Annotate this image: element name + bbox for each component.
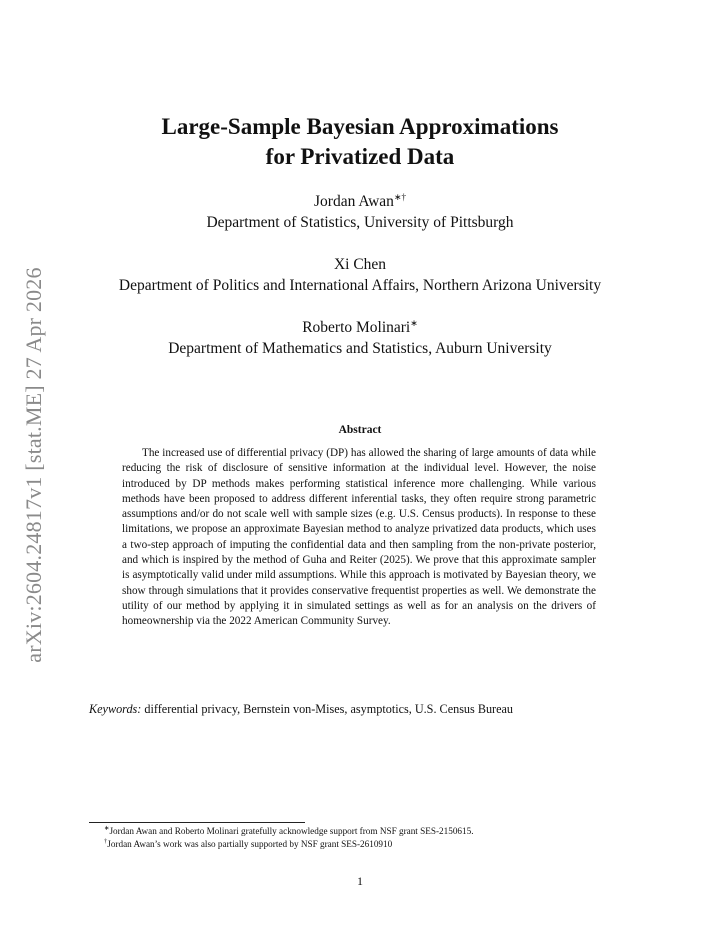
footnotes	[104, 825, 474, 850]
author-block-3	[0, 317, 720, 359]
footnote-text: Jordan Awan and Roberto Molinari gratefully acknowledge support from NSF grant SES-2150615.	[109, 826, 474, 836]
title-line-1: Large-Sample Bayesian Approximations	[161, 114, 559, 139]
footnote-mark: †	[104, 837, 108, 845]
author-block-2	[0, 254, 720, 296]
arxiv-identifier[interactable]: arXiv:2604.24817v1 [stat.ME] 27 Apr 2026	[21, 267, 46, 663]
author-affiliation: Department of Politics and International Affairs, Northern Arizona University	[118, 277, 602, 294]
author-block-1	[0, 191, 720, 233]
footnote-1	[104, 825, 474, 838]
paper-title	[0, 112, 720, 172]
author-name: Jordan Awan	[314, 193, 394, 210]
author-affiliation: Department of Statistics, University of Pittsburgh	[206, 214, 514, 231]
footnote-mark: ∗	[104, 825, 110, 832]
keywords-label: Keywords:	[89, 702, 142, 716]
author-name: Roberto Molinari	[302, 319, 411, 336]
title-line-2: for Privatized Data	[265, 144, 455, 169]
author-name: Xi Chen	[333, 256, 387, 273]
keywords-line	[89, 702, 649, 717]
page-number: 1	[357, 874, 363, 888]
footnote-text: Jordan Awan’s work was also partially supported by NSF grant SES-2610910	[107, 838, 393, 849]
footnote-2	[104, 838, 474, 851]
footnote-divider	[89, 822, 305, 823]
author-footnote-marks: ∗†	[393, 192, 406, 202]
abstract-heading: Abstract	[338, 424, 382, 436]
keywords-text: differential privacy, Bernstein von-Mises, asymptotics, U.S. Census Bureau	[144, 702, 514, 716]
author-affiliation: Department of Mathematics and Statistics, Auburn University	[168, 340, 552, 357]
author-footnote-marks: ∗	[410, 318, 418, 328]
abstract-body: The increased use of differential privacy (DP) has allowed the sharing of large amounts of data while reducing the risk of disclosure of sensitive information at the individual level. However, the noise introduced by DP methods makes performing statistical inference more challenging. While various methods have been proposed to address different inferential tasks, they often require strong parametric assumptions and/or do not scale well with sample sizes (e.g. U.S. Census products). In response to these limitations, we propose an approximate Bayesian method to analyze privatized data products, which uses a two-step approach of imputing the confidential data and then sampling from the non-private posterior, and which is inspired by the method of Guha and Reiter (2025). We prove that this approximate sampler is asymptotically valid under mild assumptions. While this approach is motivated by Bayesian theory, we show through simulations that it provides conservative frequentist properties as well. We demonstrate the utility of our method by applying it in simulated settings as well as for an analysis on the drivers of homeownership via the 2022 American Community Survey.	[122, 447, 596, 628]
